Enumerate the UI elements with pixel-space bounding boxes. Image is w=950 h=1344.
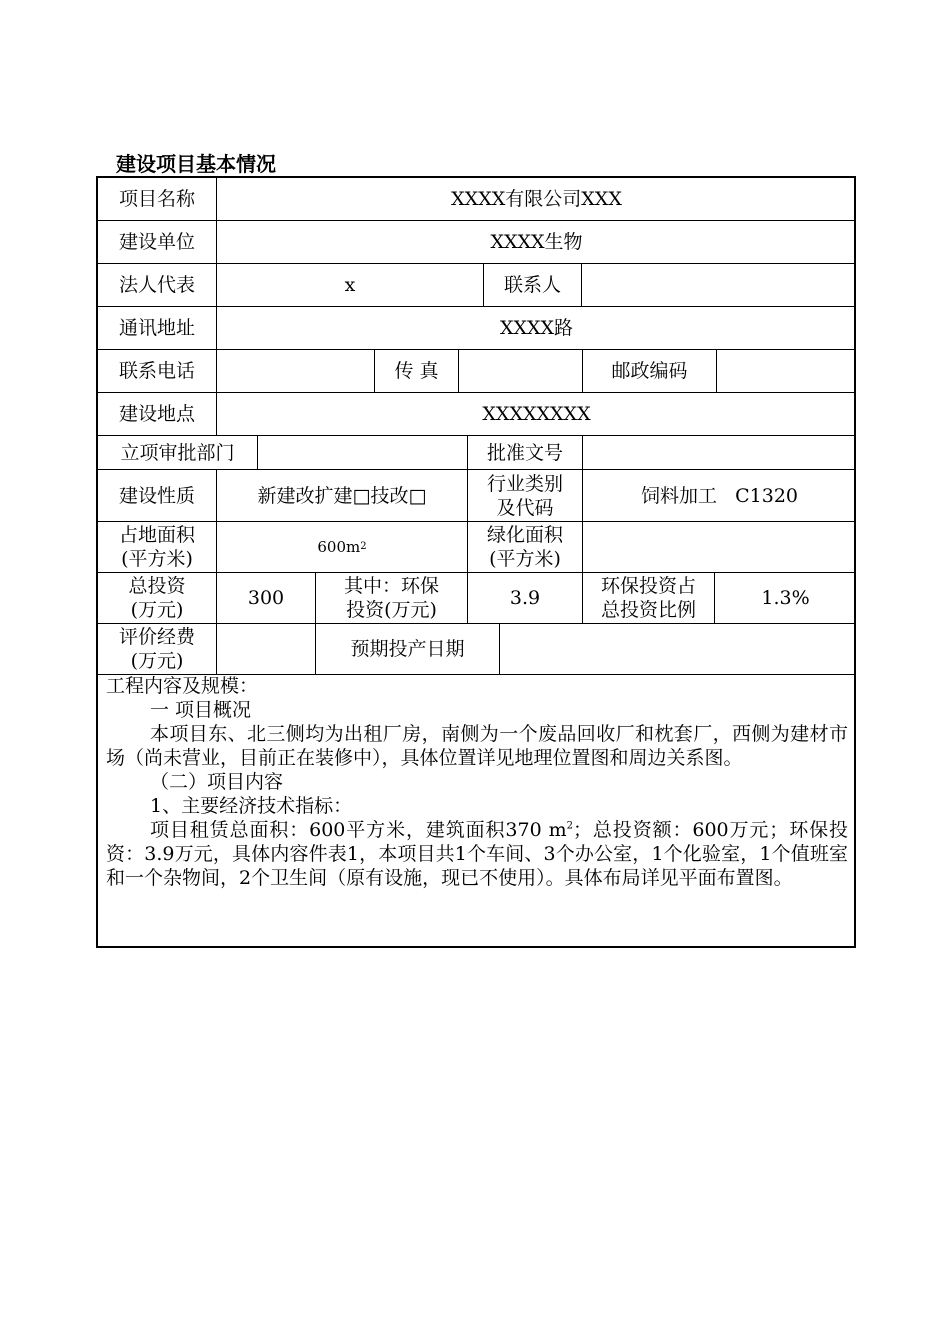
phone-value (217, 350, 375, 393)
address-value: XXXX路 (217, 307, 856, 350)
indicators-sup: 2 (566, 820, 574, 832)
section-overview: 一 项目概况 (150, 699, 252, 721)
green-label (468, 522, 583, 573)
production-date-label: 预期投产日期 (316, 624, 500, 675)
approval-label: 立项审批部门 (98, 436, 258, 470)
approval-value (258, 436, 468, 470)
content-heading: 工程内容及规模： (106, 675, 259, 697)
area-value: 600m 2 (217, 522, 468, 573)
green-label-line1: 绿化面积 (486, 524, 563, 546)
eval-value (217, 624, 316, 675)
production-date-value (500, 624, 856, 675)
area-label (98, 522, 217, 573)
investment-label-line1: 总投资 (128, 575, 186, 597)
legal-rep-label: 法人代表 (98, 264, 217, 307)
green-label-line2: (平方米) (489, 548, 561, 570)
area-label-line2: (平方米) (121, 548, 193, 570)
builder-value: XXXX生物 (217, 221, 856, 264)
page-title: 建设项目基本情况 (116, 152, 276, 176)
indicators-text-a: 项目租赁总面积：600平方米，建筑面积370 m (150, 819, 567, 841)
indicators-text-b: ；总投资额：600万元；环保投资：3.9万元，具体内容件表1，本项目共1个车间、3个办公室，1个化验室，1个值班室和一个杂物间，2个卫生间（原有设施，现已不使用）。具体布局详见平面布置图。 (106, 819, 848, 889)
approval-doc-value (583, 436, 856, 470)
industry-label-line2: 及代码 (496, 496, 554, 519)
investment-label-line2: (万元) (130, 599, 184, 621)
fax-value (459, 350, 583, 393)
legal-rep-value: x (217, 264, 484, 307)
investment-value: 300 (217, 573, 316, 624)
ratio-label-line2: 总投资比例 (600, 599, 696, 621)
env-investment-label-line1: 其中：环保 (343, 575, 439, 597)
ratio-value: 1.3% (715, 573, 856, 624)
phone-label: 联系电话 (98, 350, 217, 393)
eval-label-line2: (万元) (130, 650, 184, 672)
subsection-indicators: 1、主要经济技术指标： (150, 795, 353, 817)
project-name-value: XXXX有限公司XXX (217, 178, 856, 221)
nature-label: 建设性质 (98, 470, 217, 522)
industry-label-line1: 行业类别 (486, 472, 563, 495)
eval-label (98, 624, 217, 675)
eval-label-line1: 评价经费 (118, 626, 195, 648)
investment-label (98, 573, 217, 624)
area-label-line1: 占地面积 (118, 524, 195, 546)
postcode-label: 邮政编码 (583, 350, 717, 393)
overview-paragraph: 本项目东、北三侧均为出租厂房，南侧为一个废品回收厂和枕套厂，西侧为建材市场（尚未营业，目前正在装修中），具体位置详见地理位置图和周边关系图。 (106, 723, 848, 769)
industry-value: 饲料加工 C1320 (583, 470, 856, 522)
area-value-text: 600m (317, 538, 361, 556)
ratio-label (583, 573, 715, 624)
fax-label: 传 真 (375, 350, 459, 393)
env-investment-label-line2: 投资(万元) (346, 599, 437, 621)
ratio-label-line1: 环保投资占 (600, 575, 696, 597)
green-value (583, 522, 856, 573)
nature-value: 新建改扩建□技改□ (217, 470, 468, 522)
approval-doc-label: 批准文号 (468, 436, 583, 470)
contact-value (582, 264, 856, 307)
section-content: （二）项目内容 (150, 771, 284, 793)
indicators-paragraph (106, 818, 848, 890)
site-label: 建设地点 (98, 393, 217, 436)
builder-label: 建设单位 (98, 221, 217, 264)
project-content (106, 674, 848, 890)
env-investment-value: 3.9 (468, 573, 583, 624)
contact-label: 联系人 (484, 264, 582, 307)
env-investment-label (316, 573, 468, 624)
industry-label (468, 470, 583, 522)
project-name-label: 项目名称 (98, 178, 217, 221)
site-value: XXXXXXXX (217, 393, 856, 436)
postcode-value (717, 350, 856, 393)
address-label: 通讯地址 (98, 307, 217, 350)
